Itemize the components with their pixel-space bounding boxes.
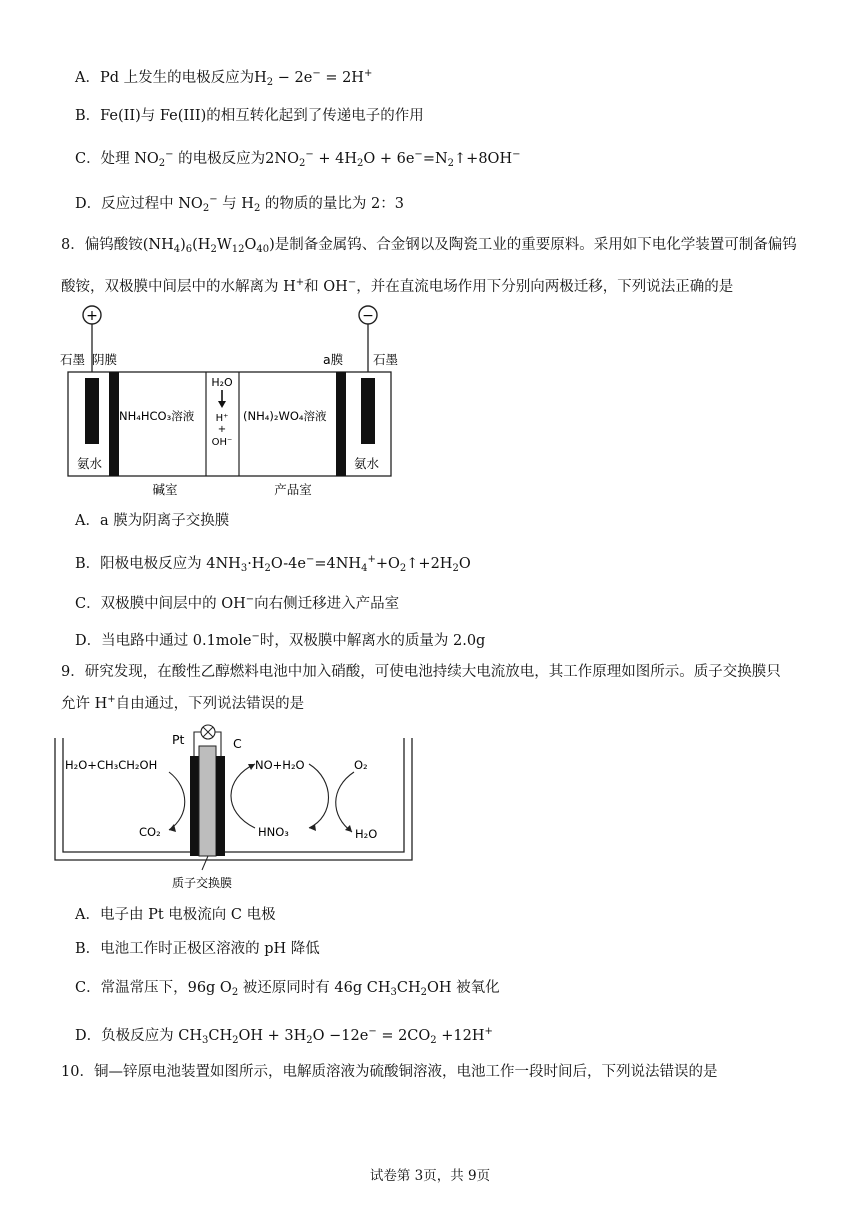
arrow-icon xyxy=(345,825,352,832)
left-solution-label: NH₄HCO₃溶液 xyxy=(119,409,195,423)
proton-membrane xyxy=(199,746,216,856)
q8-stem-line1: 8．偏钨酸铵$(NH_4)_6(H_2W_{12}O_{40})$是制备金属钨、合金钢以及陶瓷工业的重要原料。采用如下电化学装置可制备偏钨 xyxy=(61,237,797,255)
q9-option-a: A．电子由 Pt 电极流向 C 电极 xyxy=(75,907,276,923)
c-electrode xyxy=(216,756,225,856)
q8-option-d: D．当电路中通过 0.1mole−时，双极膜中解离水的质量为 2.0g xyxy=(75,631,486,649)
a-membrane-label: a膜 xyxy=(323,352,344,367)
svg-text:+: + xyxy=(217,424,227,435)
left-graphite-label: 石墨 xyxy=(60,352,86,367)
q9-option-b: B．电池工作时正极区溶液的 pH 降低 xyxy=(75,941,320,957)
svg-text:H₂O: H₂O xyxy=(211,376,233,389)
no-water-label: NO+H₂O xyxy=(255,758,305,772)
q9-stem-line2: 允许 H+自由通过，下列说法错误的是 xyxy=(61,694,305,712)
svg-text:H⁺: H⁺ xyxy=(215,413,229,424)
svg-text:OH⁻: OH⁻ xyxy=(211,437,233,448)
svg-text:+: + xyxy=(86,308,98,324)
electrolysis-diagram xyxy=(55,302,400,502)
q8-option-c: C．双极膜中间层中的 OH−向右侧迁移进入产品室 xyxy=(75,594,400,612)
product-room-label: 产品室 xyxy=(274,482,312,497)
right-electrode xyxy=(361,378,375,444)
q7-option-b: B．Fe(II)与 Fe(III)的相互转化起到了传递电子的作用 xyxy=(75,108,424,124)
q9-stem-line1: 9．研究发现，在酸性乙醇燃料电池中加入硝酸，可使电池持续大电流放电，其工作原理如图所示。质子交换膜只 xyxy=(61,664,781,680)
arrow-icon xyxy=(309,824,316,831)
pt-electrode xyxy=(190,756,199,856)
hno3-label: HNO₃ xyxy=(258,825,289,839)
base-room-label: 碱室 xyxy=(152,482,178,497)
svg-text:−: − xyxy=(362,308,374,324)
o2-label: O₂ xyxy=(354,758,368,772)
q10-stem: 10．铜—锌原电池装置如图所示，电解质溶液为硫酸铜溶液，电池工作一段时间后，下列说法错误的是 xyxy=(61,1064,718,1080)
proton-membrane-label: 质子交换膜 xyxy=(171,876,233,890)
q7-option-c: C．处理 $NO_2^-$ 的电极反应为$2NO_2^- + 4H_2O$ + $6e^-=N_2↑+8OH^-$ xyxy=(75,149,521,169)
page-footer: 试卷第 3页，共 9页 xyxy=(369,1168,491,1184)
right-ammonia-label: 氨水 xyxy=(354,456,380,471)
cathode-membrane-label: 阴膜 xyxy=(92,352,118,367)
h2o-product-label: H₂O xyxy=(355,827,378,841)
left-ammonia-label: 氨水 xyxy=(77,456,103,471)
q7-option-a: A．Pd 上发生的电极反应为$H_2 - 2e^- = 2H^+$ xyxy=(75,68,373,88)
q8-option-a: A．a 膜为阴离子交换膜 xyxy=(75,513,230,529)
q8-option-b: B．阳极电极反应为 $4NH_3\cdot H_2O-4e^-=4NH_4^++O_2↑+2H_2O$ xyxy=(75,554,471,574)
ethanol-reactant-label: H₂O+CH₃CH₂OH xyxy=(65,758,158,772)
fuel-cell-diagram xyxy=(52,720,417,896)
right-solution-label: (NH₄)₂WO₄溶液 xyxy=(243,409,327,423)
c-label: C xyxy=(233,736,242,751)
q8-stem-line2: 酸铵，双极膜中间层中的水解离为 H+和 OH−，并在直流电场作用下分别向两极迁移，下列说法正确的是 xyxy=(61,277,734,295)
left-electrode xyxy=(85,378,99,444)
pt-label: Pt xyxy=(172,732,185,747)
a-membrane xyxy=(336,372,346,476)
co2-label: CO₂ xyxy=(139,825,161,839)
q7-option-d: D．反应过程中 $NO_2^-$ 与 $H_2$ 的物质的量比为 2：3 xyxy=(75,194,404,214)
q9-option-d: D．负极反应为 $CH_3CH_2OH + 3H_2O -12e^- = 2CO_2 +12H^+$ xyxy=(75,1026,493,1046)
q9-option-c: C．常温常压下，96g $O_2$ 被还原同时有 46g $CH_3CH_2OH$ 被氧化 xyxy=(75,980,500,998)
anion-membrane xyxy=(109,372,119,476)
right-graphite-label: 石墨 xyxy=(373,352,399,367)
